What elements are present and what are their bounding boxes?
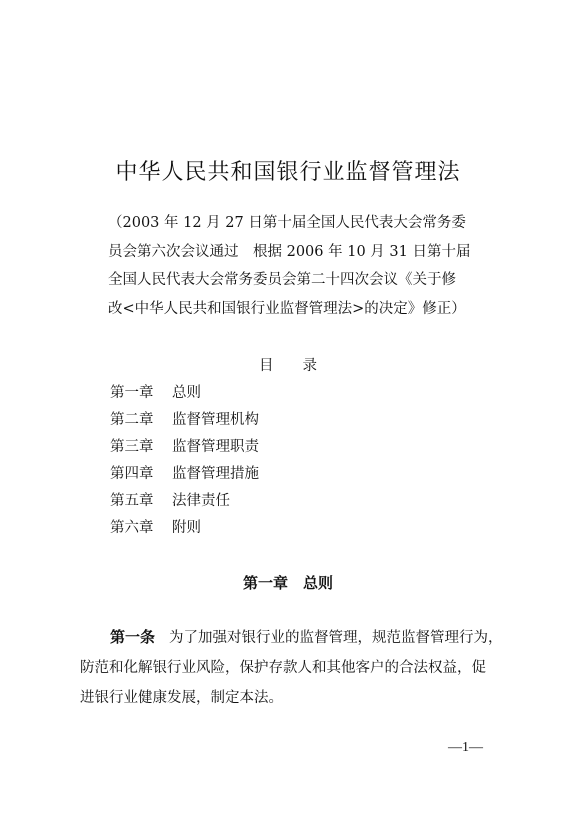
toc-chapter-name: 监督管理措施: [172, 466, 259, 482]
article-first-line: [80, 622, 520, 653]
toc-chapter-number: 第六章: [110, 520, 154, 536]
page-number: —1—: [448, 740, 483, 755]
toc-item: [110, 407, 259, 434]
toc-item: [110, 461, 259, 488]
toc-chapter-name: 监督管理机构: [172, 412, 259, 428]
adoption-note: [108, 209, 498, 323]
toc-chapter-number: 第一章: [110, 385, 154, 401]
toc-chapter-number: 第二章: [110, 412, 154, 428]
toc-chapter-number: 第四章: [110, 466, 154, 482]
toc-chapter-name: 附则: [172, 520, 201, 536]
toc-chapter-name: 总则: [172, 385, 201, 401]
toc-heading: 目录: [259, 358, 346, 374]
toc-item: [110, 380, 259, 407]
article-text-line: 防范和化解银行业风险，保护存款人和其他客户的合法权益，促: [80, 660, 486, 676]
toc-item: [110, 488, 259, 515]
toc-item: [110, 434, 259, 461]
toc-chapter-number: 第五章: [110, 493, 154, 509]
article-text-line: 进银行业健康发展，制定本法。: [80, 690, 283, 706]
article-paragraph: [80, 622, 520, 713]
toc-chapter-number: 第三章: [110, 439, 154, 455]
article-text: 为了加强对银行业的监督管理，规范监督管理行为，: [169, 630, 503, 646]
adoption-note-line: 员会第六次会议通过 根据 2006 年 10 月 31 日第十届: [108, 243, 471, 260]
adoption-note-line: 全国人民代表大会常务委员会第二十四次会议《关于修: [108, 272, 456, 288]
adoption-note-line: （2003 年 12 月 27 日第十届全国人民代表大会常务委: [108, 215, 466, 231]
document-title: 中华人民共和国银行业监督管理法: [115, 160, 461, 185]
table-of-contents: [110, 380, 259, 542]
toc-item: [110, 515, 259, 542]
toc-chapter-name: 监督管理职责: [172, 439, 259, 455]
adoption-note-line: 改<中华人民共和国银行业监督管理法>的决定》修正）: [108, 300, 466, 317]
chapter-heading: 第一章 总则: [242, 574, 333, 592]
toc-chapter-name: 法律责任: [172, 493, 230, 509]
article-label: 第一条: [110, 628, 156, 646]
